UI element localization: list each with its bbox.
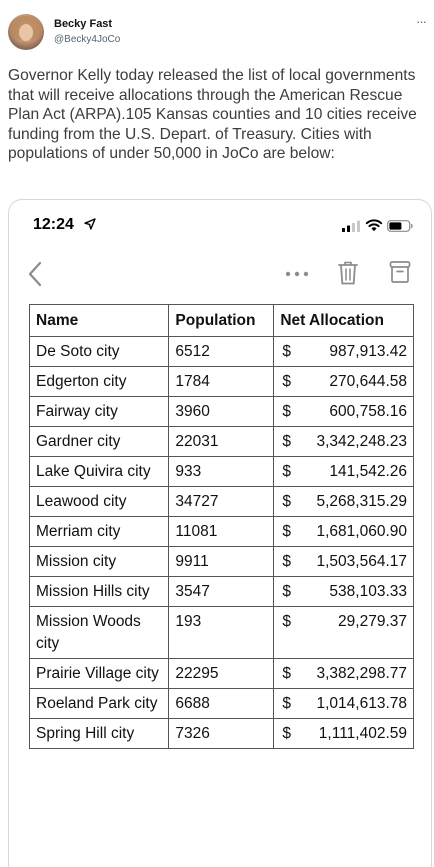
currency-symbol: $ xyxy=(282,695,291,712)
table-row xyxy=(30,337,414,367)
cellular-signal-icon xyxy=(341,220,361,232)
archive-icon[interactable] xyxy=(389,260,411,284)
cell-population: 34727 xyxy=(169,487,274,517)
currency-symbol: $ xyxy=(282,553,291,570)
table-row xyxy=(30,719,414,749)
cell-net-allocation xyxy=(274,487,414,517)
cell-city-name: Roeland Park city xyxy=(30,689,169,719)
tweet-header xyxy=(0,0,434,60)
currency-symbol: $ xyxy=(282,373,291,390)
mail-toolbar xyxy=(9,252,432,296)
table-row xyxy=(30,547,414,577)
cell-city-name: De Soto city xyxy=(30,337,169,367)
table-row xyxy=(30,397,414,427)
cell-net-allocation xyxy=(274,719,414,749)
author-name[interactable]: Becky Fast xyxy=(54,18,113,30)
allocation-amount: 600,758.16 xyxy=(329,403,407,420)
table-row xyxy=(30,577,414,607)
phone-status-bar xyxy=(9,200,432,252)
currency-symbol: $ xyxy=(282,493,291,510)
cell-net-allocation xyxy=(274,367,414,397)
cell-net-allocation xyxy=(274,337,414,367)
cell-population: 7326 xyxy=(169,719,274,749)
cell-population: 11081 xyxy=(169,517,274,547)
allocation-amount: 29,279.37 xyxy=(338,613,407,630)
cell-net-allocation xyxy=(274,577,414,607)
currency-symbol: $ xyxy=(282,725,291,742)
avatar-face xyxy=(19,24,33,41)
cell-net-allocation xyxy=(274,427,414,457)
currency-symbol: $ xyxy=(282,343,291,360)
cell-city-name: Gardner city xyxy=(30,427,169,457)
column-header-name: Name xyxy=(30,305,169,337)
allocation-amount: 1,503,564.17 xyxy=(316,553,407,570)
cell-population: 193 xyxy=(169,607,274,659)
cell-city-name: Lake Quivira city xyxy=(30,457,169,487)
cell-net-allocation xyxy=(274,689,414,719)
cell-city-name: Edgerton city xyxy=(30,367,169,397)
table-row xyxy=(30,607,414,659)
cell-population: 3960 xyxy=(169,397,274,427)
currency-symbol: $ xyxy=(282,433,291,450)
table-body xyxy=(30,337,414,749)
allocation-amount: 3,342,248.23 xyxy=(316,433,407,450)
cell-city-name: Fairway city xyxy=(30,397,169,427)
currency-symbol: $ xyxy=(282,583,291,600)
cell-city-name: Mission Hills city xyxy=(30,577,169,607)
cell-city-name: Mission Woods city xyxy=(30,607,169,659)
currency-symbol: $ xyxy=(282,613,291,630)
cell-city-name: Spring Hill city xyxy=(30,719,169,749)
location-arrow-icon xyxy=(84,218,96,230)
battery-icon xyxy=(387,220,413,232)
allocation-amount: 1,681,060.90 xyxy=(316,523,407,540)
wifi-icon xyxy=(365,218,383,232)
tweet-text: Governor Kelly today released the list of local governments that will receive allocations through the American Rescue Plan Act (ARPA).105 Kansas counties and 10 cities receive funding from the U.S. Depart. of Treasury. Cities with populations of under 50,000 in JoCo are below: xyxy=(8,67,417,162)
table-row xyxy=(30,487,414,517)
cell-population: 6512 xyxy=(169,337,274,367)
column-header-population: Population xyxy=(169,305,274,337)
currency-symbol: $ xyxy=(282,665,291,682)
table-row xyxy=(30,517,414,547)
cell-population: 933 xyxy=(169,457,274,487)
table-header-row xyxy=(30,305,414,337)
cell-city-name: Leawood city xyxy=(30,487,169,517)
more-options-icon[interactable]: ··· xyxy=(416,14,426,29)
table-row xyxy=(30,457,414,487)
column-header-net-allocation: Net Allocation xyxy=(274,305,414,337)
trash-icon[interactable] xyxy=(337,260,359,286)
chevron-left-icon[interactable] xyxy=(27,260,43,288)
allocation-table xyxy=(29,304,414,749)
allocation-amount: 1,111,402.59 xyxy=(318,725,407,742)
cell-net-allocation xyxy=(274,547,414,577)
cell-population: 6688 xyxy=(169,689,274,719)
cell-population: 9911 xyxy=(169,547,274,577)
avatar[interactable] xyxy=(8,14,44,50)
table-row xyxy=(30,659,414,689)
cell-net-allocation xyxy=(274,517,414,547)
status-time: 12:24 xyxy=(33,216,74,233)
cell-net-allocation xyxy=(274,397,414,427)
more-dots-icon[interactable] xyxy=(284,270,310,278)
currency-symbol: $ xyxy=(282,403,291,420)
cell-city-name: Prairie Village city xyxy=(30,659,169,689)
cell-net-allocation xyxy=(274,457,414,487)
allocation-amount: 270,644.58 xyxy=(329,373,407,390)
currency-symbol: $ xyxy=(282,463,291,480)
cell-population: 22031 xyxy=(169,427,274,457)
author-handle[interactable]: @Becky4JoCo xyxy=(54,34,121,45)
allocation-amount: 141,542.26 xyxy=(329,463,407,480)
allocation-amount: 5,268,315.29 xyxy=(316,493,407,510)
tweet-media-screenshot[interactable] xyxy=(8,199,432,867)
allocation-amount: 3,382,298.77 xyxy=(316,665,407,682)
table-row xyxy=(30,367,414,397)
table-row xyxy=(30,689,414,719)
cell-city-name: Mission city xyxy=(30,547,169,577)
cell-net-allocation xyxy=(274,659,414,689)
cell-population: 1784 xyxy=(169,367,274,397)
currency-symbol: $ xyxy=(282,523,291,540)
allocation-amount: 538,103.33 xyxy=(329,583,407,600)
cell-city-name: Merriam city xyxy=(30,517,169,547)
allocation-amount: 1,014,613.78 xyxy=(316,695,407,712)
cell-population: 22295 xyxy=(169,659,274,689)
cell-net-allocation xyxy=(274,607,414,659)
table-row xyxy=(30,427,414,457)
allocation-amount: 987,913.42 xyxy=(329,343,407,360)
cell-population: 3547 xyxy=(169,577,274,607)
